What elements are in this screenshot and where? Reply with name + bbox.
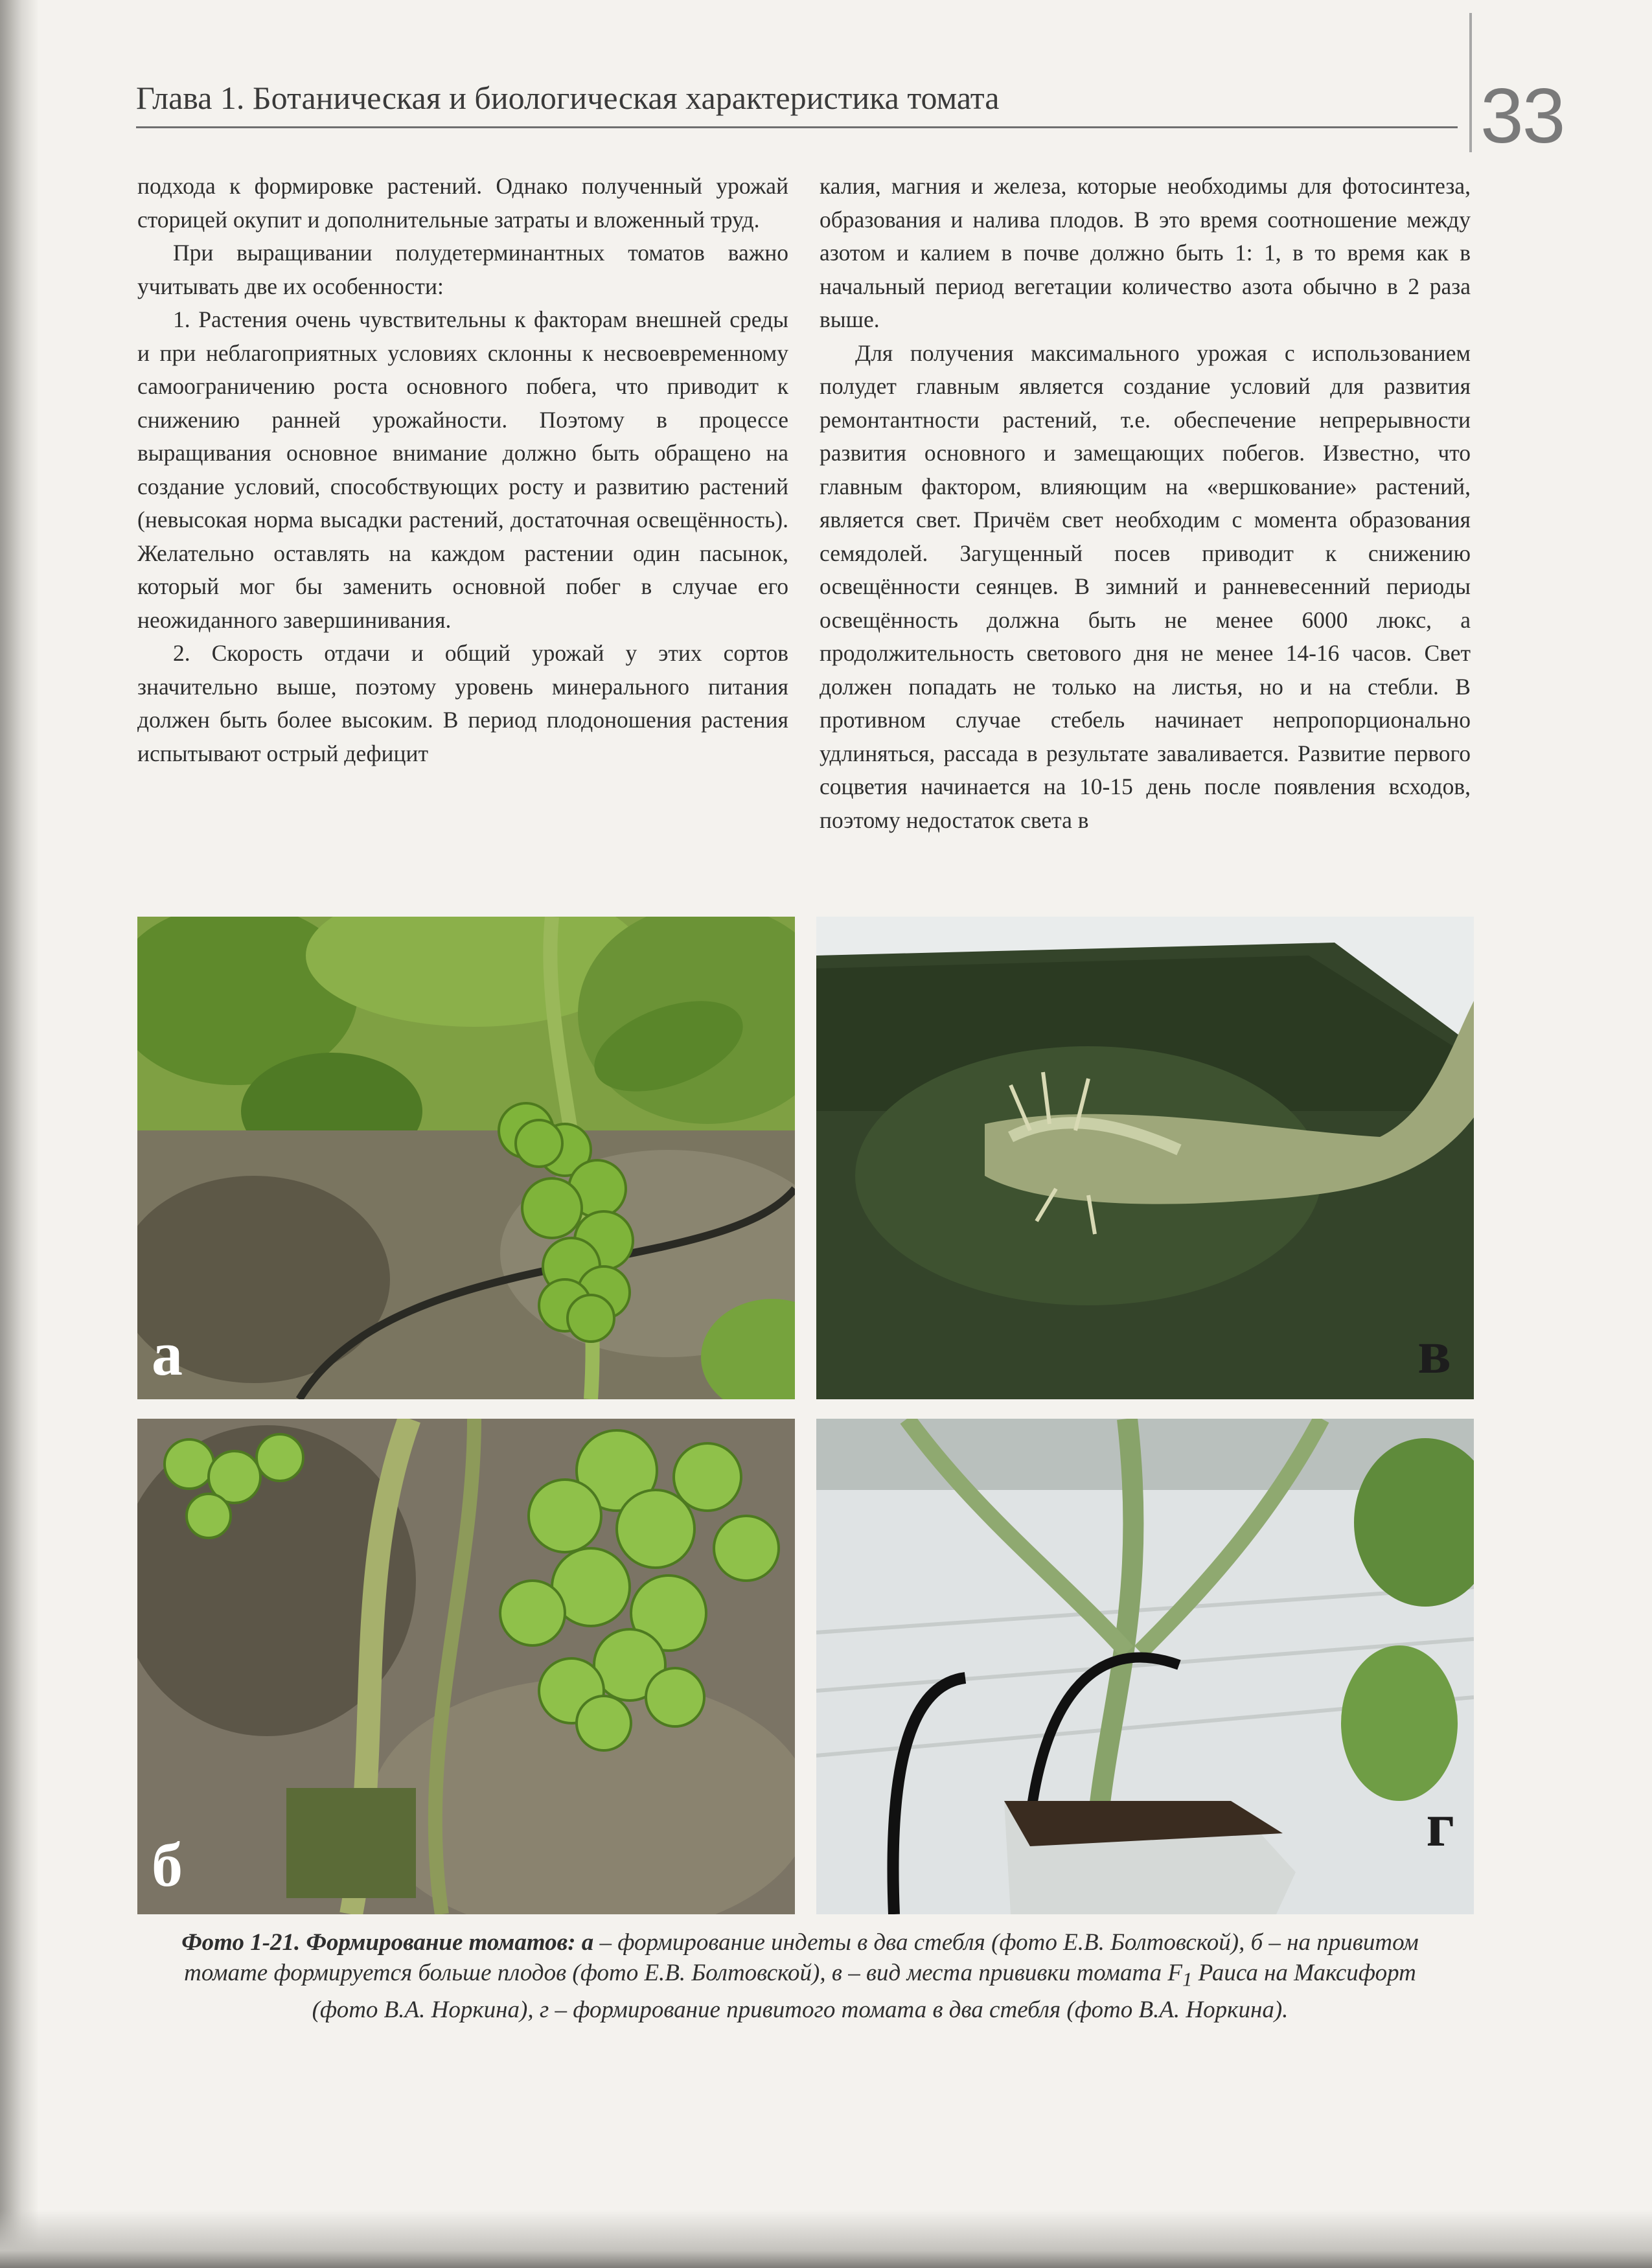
- paragraph: подхода к формировке растений. Однако полученный урожай сторицей окупит и дополнительные затраты и вложенный труд.: [137, 173, 788, 233]
- photo-a-image: [137, 917, 795, 1399]
- book-spine-shadow: [0, 0, 39, 2268]
- caption-text-part1: – формирование индеты в два стебля (фото Е.В. Болтовской), б – на привитом томате формируется больше плодов (фото Е.В. Болтовской), в – вид места прививки томата F: [184, 1929, 1419, 1986]
- paragraph: калия, магния и железа, которые необходимы для фотосинтеза, образования и налива плодов. В это время соотношение между азотом и калием в почве должно быть 1: 1, в то время как в начальный период вегетации количество азота обычно в 2 раза выше.: [820, 173, 1471, 332]
- caption-text-part2: Раиса на Максифорт (фото В.А. Норкина), г – формирование привитого томата в два стебля (фото В.А. Норкина).: [312, 1960, 1416, 2024]
- figure-caption: [149, 1927, 1451, 2025]
- caption-subscript: 1: [1182, 1968, 1193, 1991]
- paragraph: Для получения максимального урожая с использованием полудет главным является создание условий для развития ремонтантности растений, т.е. обеспечение непрерывности развития основного и замещающих побегов. Известно, что главным фактором, влияющим на «вершкование» растений, является свет. Причём свет необходим с момента образования семядолей. Загущенный посев приводит к снижению освещённости сеянцев. В зимний и ранневесенний периоды освещённость должна быть не менее 6000 люкс, а продолжительность светового дня не менее 14-16 часов. Свет должен попадать не только на листья, но и на стебли. В противном случае стебель начинает непропорционально удлиняться, рассада в результате заваливается. Развитие первого соцветия начинается на 10-15 день после появления всходов, поэтому недостаток света в: [820, 339, 1471, 833]
- photo-v-image: [816, 917, 1474, 1399]
- paragraph: 1. Растения очень чувствительны к факторам внешней среды и при неблагоприятных условиях склонны к несвоевременному самоограничению роста основного побега, что приводит к снижению ранней урожайности. Поэтому в процессе выращивания основное внимание должно быть обращено на создание условий, способствующих росту и развитию растений (невысокая норма высадки растений, достаточная освещённость). Желательно оставлять на каждом растении один пасынок, который мог бы заменить основной побег в случае его неожиданного завершинивания.: [137, 306, 788, 633]
- photo-label-a: а: [152, 1319, 183, 1388]
- photo-v-graft-site: [816, 917, 1474, 1399]
- page-header: [136, 76, 1458, 128]
- left-text-column: [137, 170, 788, 770]
- header-vertical-bar: [1469, 13, 1472, 152]
- photo-g-two-stems: [816, 1419, 1474, 1914]
- photo-a-tomato-truss: [137, 917, 795, 1399]
- photo-label-v: в: [1417, 1317, 1451, 1386]
- paragraph: 2. Скорость отдачи и общий урожай у этих сортов значительно выше, поэтому уровень минерального питания должен быть более высоким. В период плодоношения растения испытывают острый дефицит: [137, 640, 788, 766]
- photo-b-grafted-fruits: [137, 1419, 795, 1914]
- chapter-title: Глава 1. Ботаническая и биологическая характеристика томата: [136, 80, 1000, 116]
- photo-b-image: [137, 1419, 795, 1914]
- header-rule: [136, 126, 1458, 128]
- caption-bold-lead: Фото 1-21. Формирование томатов: а: [181, 1929, 594, 1956]
- photo-label-b: б: [152, 1830, 183, 1899]
- paragraph: При выращивании полудетерминантных томатов важно учитывать две их особенности:: [137, 240, 788, 299]
- photo-label-g: г: [1426, 1790, 1454, 1859]
- page-bottom-shadow: [0, 2210, 1652, 2268]
- right-text-column: [820, 170, 1471, 837]
- page-number: 33: [1480, 73, 1565, 159]
- photo-g-image: [816, 1419, 1474, 1914]
